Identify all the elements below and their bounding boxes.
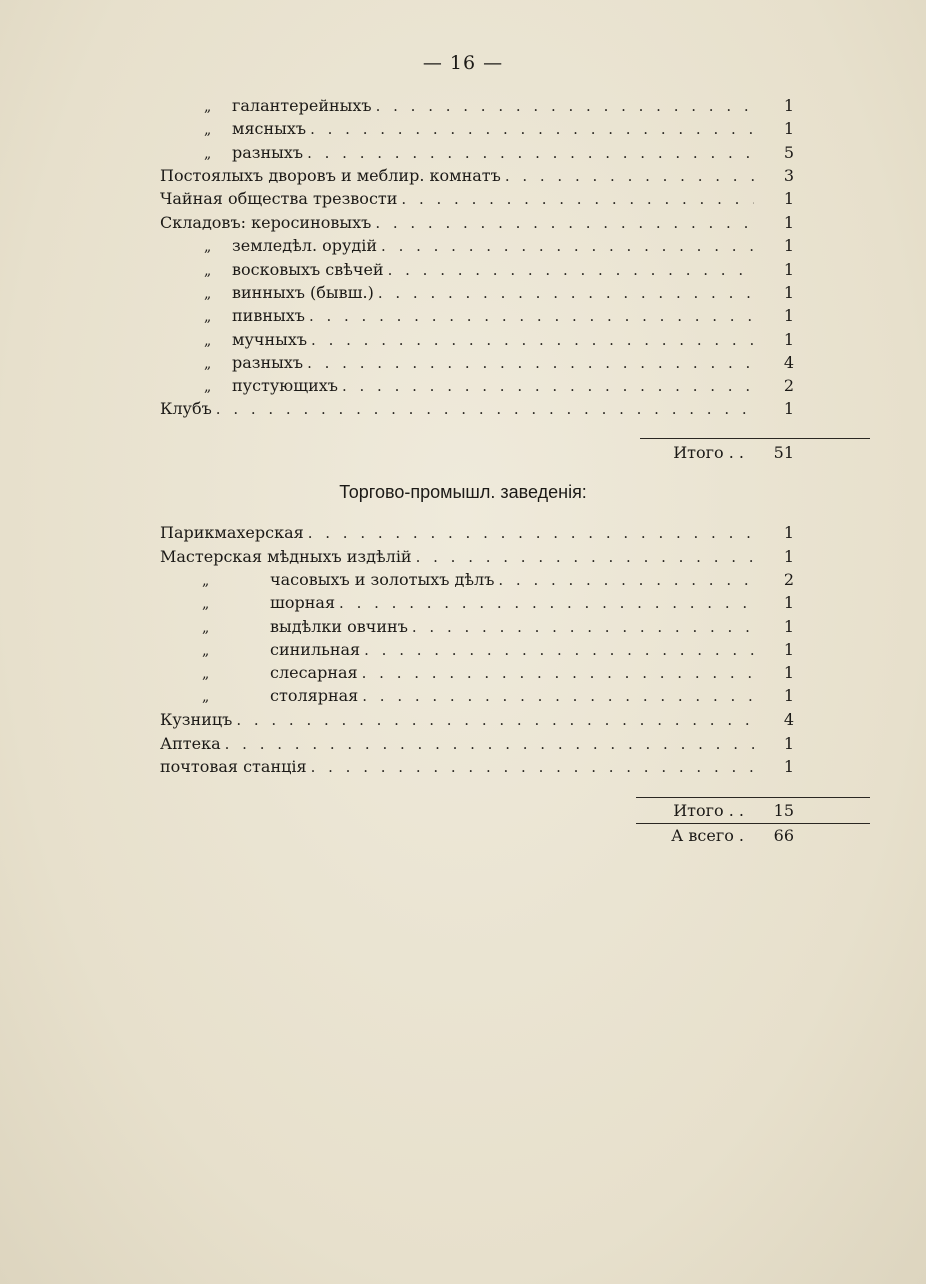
grand-total xyxy=(600,824,794,848)
ditto-mark: „ xyxy=(202,573,210,589)
item-label: синильная xyxy=(270,640,361,659)
item-value: 1 xyxy=(783,757,794,776)
leader-dots xyxy=(310,117,754,141)
item-value: 1 xyxy=(783,547,794,566)
grand-total-label: А всего . xyxy=(671,826,744,845)
ditto-mark: „ xyxy=(204,263,212,279)
leader-dots xyxy=(311,755,754,779)
ditto-mark: „ xyxy=(204,122,212,138)
ditto-mark: „ xyxy=(202,596,210,612)
leader-dots xyxy=(236,708,754,732)
item-value: 1 xyxy=(783,236,794,255)
list-item xyxy=(160,94,794,118)
leader-dots xyxy=(311,328,754,352)
item-label: слесарная xyxy=(270,663,358,682)
leader-dots xyxy=(362,661,754,685)
leader-dots xyxy=(309,304,754,328)
item-label: галантерейныхъ xyxy=(232,96,372,115)
list-item xyxy=(160,374,794,398)
total-value: 51 xyxy=(773,443,794,462)
leader-dots xyxy=(401,187,754,211)
item-value: 1 xyxy=(783,734,794,753)
list-item xyxy=(160,211,794,235)
section-heading: Торгово-промышл. заведенія: xyxy=(339,482,587,502)
total-label: Итого . . xyxy=(673,443,744,462)
leader-dots xyxy=(216,397,754,421)
ditto-mark: „ xyxy=(204,146,212,162)
leader-dots xyxy=(505,164,754,188)
item-label: мясныхъ xyxy=(232,119,307,138)
list-item xyxy=(160,545,794,569)
item-value: 1 xyxy=(783,96,794,115)
item-label: Чайная общества трезвости xyxy=(160,189,398,208)
ditto-mark: „ xyxy=(202,689,210,705)
item-label: восковыхъ свѣчей xyxy=(232,260,384,279)
list-item xyxy=(160,304,794,328)
item-value: 4 xyxy=(783,353,794,372)
list-item xyxy=(160,164,794,188)
leader-dots xyxy=(308,521,754,545)
ditto-mark: „ xyxy=(202,666,210,682)
list-item xyxy=(160,117,794,141)
leader-dots xyxy=(362,684,754,708)
page-number: — 16 — xyxy=(422,52,504,74)
item-label: пивныхъ xyxy=(232,306,305,325)
item-value: 1 xyxy=(783,213,794,232)
item-label: земледѣл. орудій xyxy=(232,236,378,255)
item-label: почтовая станція xyxy=(160,757,307,776)
leader-dots xyxy=(388,258,754,282)
leader-dots xyxy=(412,615,754,639)
item-label: Постоялыхъ дворовъ и меблир. комнатъ xyxy=(160,166,501,185)
item-label: Складовъ: керосиновыхъ xyxy=(160,213,372,232)
list-item xyxy=(160,732,794,756)
ditto-mark: „ xyxy=(204,239,212,255)
leader-dots xyxy=(498,568,754,592)
list-item xyxy=(160,615,794,639)
leader-dots xyxy=(342,374,754,398)
list-item xyxy=(160,684,794,708)
list-item xyxy=(160,521,794,545)
item-value: 2 xyxy=(783,376,794,395)
ditto-mark: „ xyxy=(202,643,210,659)
total-value: 15 xyxy=(773,801,794,820)
item-value: 2 xyxy=(783,570,794,589)
item-value: 1 xyxy=(783,593,794,612)
leader-dots xyxy=(364,638,754,662)
ditto-mark: „ xyxy=(204,309,212,325)
list-item xyxy=(160,141,794,165)
item-value: 1 xyxy=(783,119,794,138)
list-item xyxy=(160,234,794,258)
item-value: 1 xyxy=(783,617,794,636)
list-item xyxy=(160,258,794,282)
list-item xyxy=(160,708,794,732)
item-value: 1 xyxy=(783,306,794,325)
item-value: 1 xyxy=(783,640,794,659)
item-value: 1 xyxy=(783,189,794,208)
total-rule xyxy=(640,438,870,439)
item-value: 3 xyxy=(783,166,794,185)
item-label: Мастерская мѣдныхъ издѣлій xyxy=(160,547,412,566)
leader-dots xyxy=(378,281,754,305)
list-item xyxy=(160,638,794,662)
leader-dots xyxy=(375,211,754,235)
item-value: 5 xyxy=(783,143,794,162)
ditto-mark: „ xyxy=(202,620,210,636)
item-value: 1 xyxy=(783,330,794,349)
ditto-mark: „ xyxy=(204,286,212,302)
ditto-mark: „ xyxy=(204,379,212,395)
leader-dots xyxy=(307,351,754,375)
total-rule xyxy=(636,797,870,798)
section1-total xyxy=(600,441,794,465)
item-value: 1 xyxy=(783,399,794,418)
list-item xyxy=(160,591,794,615)
list-item xyxy=(160,755,794,779)
item-value: 1 xyxy=(783,686,794,705)
item-value: 1 xyxy=(783,663,794,682)
item-label: Аптека xyxy=(160,734,221,753)
list-item xyxy=(160,661,794,685)
item-label: столярная xyxy=(270,686,359,705)
item-label: разныхъ xyxy=(232,353,304,372)
item-label: выдѣлки овчинъ xyxy=(270,617,408,636)
list-item xyxy=(160,568,794,592)
item-value: 1 xyxy=(783,260,794,279)
list-item xyxy=(160,281,794,305)
item-value: 1 xyxy=(783,523,794,542)
item-label: шорная xyxy=(270,593,336,612)
leader-dots xyxy=(339,591,754,615)
list-item xyxy=(160,397,794,421)
grand-total-value: 66 xyxy=(773,826,794,845)
leader-dots xyxy=(381,234,754,258)
leader-dots xyxy=(307,141,754,165)
list-item xyxy=(160,351,794,375)
item-label: винныхъ (бывш.) xyxy=(232,283,374,302)
list-item xyxy=(160,328,794,352)
item-label: Кузницъ xyxy=(160,710,233,729)
ditto-mark: „ xyxy=(204,333,212,349)
item-label: часовыхъ и золотыхъ дѣлъ xyxy=(270,570,495,589)
item-value: 1 xyxy=(783,283,794,302)
ditto-mark: „ xyxy=(204,356,212,372)
item-label: пустующихъ xyxy=(232,376,338,395)
item-value: 4 xyxy=(783,710,794,729)
section2-total xyxy=(600,799,794,823)
leader-dots xyxy=(225,732,754,756)
item-label: мучныхъ xyxy=(232,330,308,349)
item-label: Парикмахерская xyxy=(160,523,304,542)
item-label: Клубъ xyxy=(160,399,212,418)
leader-dots xyxy=(376,94,754,118)
leader-dots xyxy=(416,545,754,569)
total-label: Итого . . xyxy=(673,801,744,820)
item-label: разныхъ xyxy=(232,143,304,162)
ditto-mark: „ xyxy=(204,99,212,115)
list-item xyxy=(160,187,794,211)
